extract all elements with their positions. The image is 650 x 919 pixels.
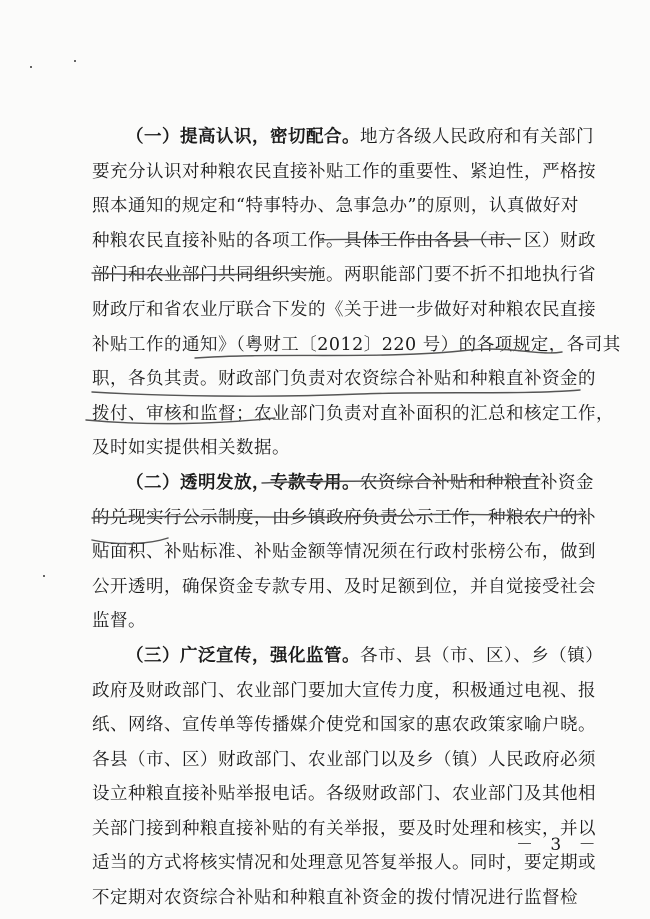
text-line: （二）透明发放，专款专用。农资综合补贴和种粮直补资金 (126, 472, 594, 493)
scan-speck (74, 60, 76, 62)
text-line: 补贴工作的通知》（粤财工〔2012〕220 号）的各项规定，各司其 (92, 334, 621, 355)
paragraph-3 (92, 639, 604, 916)
text-line: （一）提高认识，密切配合。地方各级人民政府和有关部门 (126, 127, 594, 147)
section-heading-1: （一）提高认识，密切配合。 (126, 127, 360, 147)
text-line: 政府及财政部门、农业部门要加大宣传力度，积极通过电视、报 (92, 680, 596, 701)
section-heading-3: （三）广泛宣传，强化监管。 (126, 645, 360, 666)
text-line: 适当的方式将核实情况和处理意见答复举报人。同时，要定期或 (92, 853, 596, 874)
text-line: 监督。 (92, 611, 146, 632)
text-line: 的兑现实行公示制度，由乡镇政府负责公示工作，种粮农户的补 (92, 507, 596, 528)
text-line: 纸、网络、宣传单等传播媒介使党和国家的惠农政策家喻户晓。 (92, 715, 596, 736)
page-number: － 3 － (516, 835, 602, 855)
text-line: 及时如实提供相关数据。 (92, 438, 290, 459)
text-line: 拨付、审核和监督；农业部门负责对直补面积的汇总和核定工作， (92, 403, 614, 424)
text-line: 不定期对农资综合补贴和种粮直补资金的拨付情况进行监督检 (92, 888, 578, 909)
text-line: 要充分认识对种粮农民直接补贴工作的重要性、紧迫性，严格按 (92, 161, 596, 182)
document-body (92, 120, 621, 916)
text-line: 设立种粮直接补贴举报电话。各级财政部门、农业部门及其他相 (92, 784, 596, 805)
text-line: 关部门接到种粮直接补贴的有关举报，要及时处理和核实，并以 (92, 818, 596, 839)
paragraph-1 (92, 120, 621, 466)
text-line: （三）广泛宣传，强化监管。各市、县（市、区）、乡（镇） (126, 645, 604, 666)
text-line: 部门和农业部门共同组织实施。两职能部门要不折不扣地执行省 (92, 265, 596, 286)
text-line: 公开透明，确保资金专款专用、及时足额到位，并自觉接受社会 (92, 576, 596, 597)
text-line: 职，各负其责。财政部门负责对农资综合补贴和种粮直补资金的 (92, 369, 596, 390)
text-line: 贴面积、补贴标准、补贴金额等情况须在行政村张榜公布，做到 (92, 542, 596, 563)
text-line: 财政厅和省农业厅联合下发的《关于进一步做好对种粮农民直接 (92, 299, 596, 320)
scan-speck (43, 575, 45, 577)
paragraph-2 (92, 466, 596, 639)
text-line: 种粮农民直接补贴的各项工作。具体工作由各县（市、区）财政 (92, 230, 596, 251)
section-heading-2: （二）透明发放，专款专用。 (126, 472, 360, 493)
scan-speck (30, 66, 32, 68)
text-line: 照本通知的规定和“特事特办、急事急办”的原则，认真做好对 (92, 196, 579, 217)
text-line: 各县（市、区）财政部门、农业部门以及乡（镇）人民政府必须 (92, 749, 596, 770)
